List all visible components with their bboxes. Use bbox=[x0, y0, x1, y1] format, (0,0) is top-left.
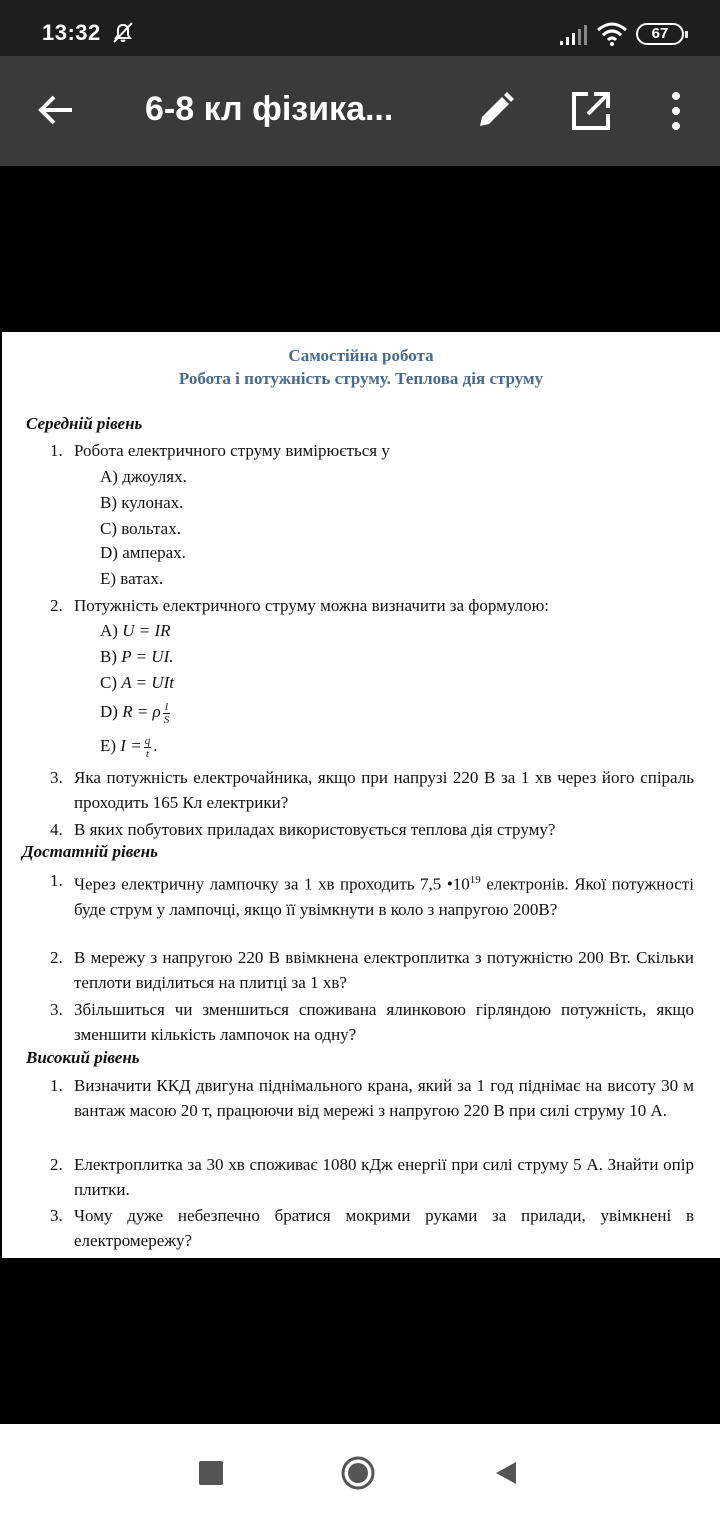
question-item: 2. В мережу з напругою 220 В ввімкнена електроплитка з потужністю 200 Вт. Скільки теплоти виділиться на плитці за 1 хв? bbox=[50, 948, 694, 992]
open-external-icon[interactable] bbox=[570, 90, 612, 132]
home-icon[interactable] bbox=[340, 1455, 376, 1491]
doc-header bbox=[2, 344, 720, 390]
document-title: 6-8 кл фізика... bbox=[145, 90, 394, 128]
bell-muted-icon bbox=[110, 20, 136, 44]
formula-option: С) A = UIt bbox=[100, 673, 174, 692]
formula-option: E) I = $\frac{q}{t}$ . bbox=[100, 734, 158, 760]
question-item: 3. Чому дуже небезпечно братися мокрими руками за прилади, увімкнені в електромережу? bbox=[50, 1206, 694, 1250]
more-options-icon[interactable] bbox=[664, 90, 688, 132]
recent-apps-icon[interactable] bbox=[199, 1461, 223, 1485]
signal-icon bbox=[558, 24, 588, 46]
answer-option: Е) ватах. bbox=[100, 569, 164, 588]
formula-option: А) U = IR bbox=[100, 621, 171, 640]
question-item: 2. Електроплитка за 30 хв споживає 1080 кДж енергії при силі струму 5 А. Знайти опір плитки. bbox=[50, 1155, 694, 1199]
wifi-icon bbox=[596, 22, 628, 46]
back-arrow-icon[interactable] bbox=[36, 90, 76, 130]
question-item: 1. Робота електричного струму вимірюється у bbox=[50, 441, 390, 460]
question-item: 1. Через електричну лампочку за 1 хв проходить 7,5 $•10^{19}$ електронів. Якої потужності буде струм у лампочці, якщо її увімкнути в коло з напругою 200В? bbox=[50, 871, 694, 919]
section-title-medium: Середній рівень bbox=[26, 414, 143, 433]
formula-option: В) P = UI. bbox=[100, 647, 174, 666]
status-time: 13:32 bbox=[42, 20, 101, 45]
formula-option: D) R = ρ $\frac{l}{S}$ bbox=[100, 700, 170, 726]
question-item: 3. Збільшиться чи зменшиться споживана ялинковою гірляндою потужність, якщо зменшити кількість лампочок на одну? bbox=[50, 1000, 694, 1044]
answer-option: С) вольтах. bbox=[100, 519, 181, 538]
doc-subheading: Робота і потужність струму. Теплова дія струму bbox=[178, 369, 544, 388]
doc-heading: Самостійна робота bbox=[288, 346, 434, 365]
battery-icon: 67 bbox=[636, 23, 684, 45]
answer-option: D) амперах. bbox=[100, 543, 186, 562]
nav-back-icon[interactable] bbox=[494, 1460, 518, 1486]
edit-pencil-icon[interactable] bbox=[474, 90, 516, 132]
section-title-sufficient: Достатній рівень bbox=[22, 842, 158, 861]
question-item: 2. Потужність електричного струму можна визначити за формулою: bbox=[50, 596, 549, 615]
system-nav-bar bbox=[0, 1424, 720, 1520]
answer-option: В) кулонах. bbox=[100, 493, 184, 512]
question-item: 1. Визначити ККД двигуна піднімального крана, який за 1 год піднімає на висоту 30 м вантаж масою 20 т, працюючи від мережі з напругою 220 В при силі струму 10 А. bbox=[50, 1076, 694, 1120]
question-item: 3. Яка потужність електрочайника, якщо при напрузі 220 В за 1 хв через його спіраль проходить 165 Кл електрики? bbox=[50, 768, 694, 812]
answer-option: А) джоулях. bbox=[100, 467, 187, 486]
document-page bbox=[2, 332, 720, 1258]
status-bar bbox=[0, 0, 720, 56]
section-title-high: Високий рівень bbox=[26, 1048, 140, 1067]
question-item: 4. В яких побутових приладах використовується теплова дія струму? bbox=[50, 820, 556, 839]
app-bar bbox=[0, 56, 720, 166]
